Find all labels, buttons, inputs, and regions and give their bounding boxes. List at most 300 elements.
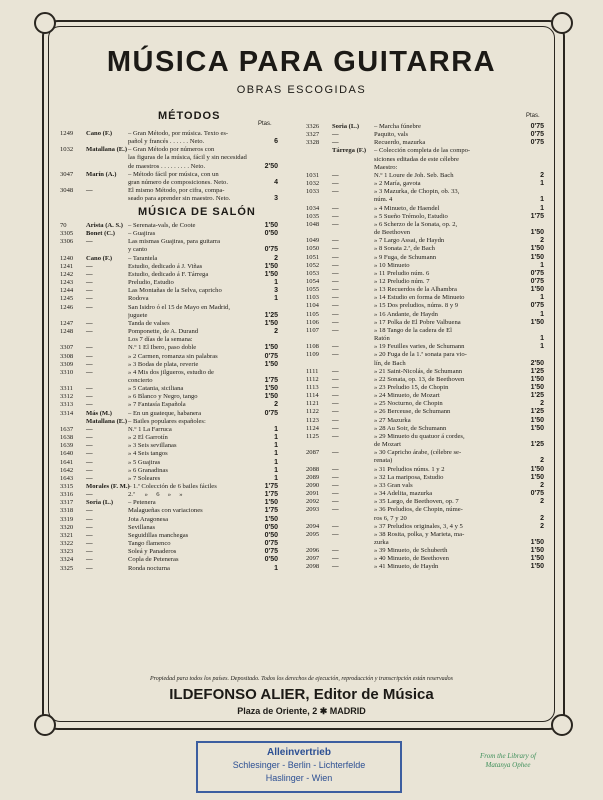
composer-name: — [332,530,339,538]
composer-name: Matallana (E.) [86,417,128,425]
composer-name: — [86,434,93,442]
catalog-entry [306,441,544,449]
price-value: 0'75 [264,246,278,254]
catalog-number: 1247 [60,319,74,327]
work-title: » 28 Au Soir, de Schumann [374,424,447,432]
work-title: » 19 Feuilles varies, de Schumann [374,343,465,351]
catalog-entry [306,392,544,400]
composer-name: — [332,563,339,571]
catalog-number: 1107 [306,326,319,334]
price-value: 1 [540,310,544,318]
catalog-entry [306,123,544,131]
work-title: Paquito, vals [374,131,409,139]
catalog-entry [306,278,544,286]
composer-name: — [332,245,339,253]
composer-name: Soria (L.) [332,123,360,130]
section-title-salon: MÚSICA DE SALÓN [138,206,256,218]
work-title: » 24 Minueto, de Mozart [374,392,440,400]
composer-name: — [332,261,339,269]
catalog-entry [60,312,278,320]
composer-name: Más (M.) [86,409,112,417]
catalog-entry [60,130,278,138]
price-value: 0'75 [530,302,544,310]
price-value: 1'50 [530,473,544,481]
work-title: – 1.ª Colección de 6 bailes fáciles [128,483,217,490]
price-value: 0'75 [530,131,544,139]
catalog-number: 1053 [306,269,320,277]
catalog-entry [60,279,278,287]
composer-name: — [86,368,93,376]
salon-list-left [60,222,278,573]
work-title: Las Montañas de la Selva, capricho [128,287,222,295]
composer-name: — [332,204,339,212]
catalog-entry [60,434,278,442]
work-title: N.º 1 El Ibero, paso doble [128,344,197,352]
work-title: El mismo Método, por cifra, compa- [128,187,225,195]
catalog-number: 1112 [306,375,319,383]
price-value: 1 [274,466,278,474]
catalog-entry [60,187,278,195]
price-value: 1'50 [530,416,544,424]
catalog-entry [306,417,544,425]
price-value: 3 [274,287,278,295]
catalog-entry [60,532,278,540]
composer-name: — [332,310,339,318]
catalog-entry [306,156,544,164]
price-value: 0'75 [530,123,544,130]
work-title: de Beethoven [374,229,411,237]
catalog-entry [60,336,278,344]
catalog-entry [60,230,278,238]
composer-name: — [332,384,339,391]
composer-name: — [86,491,93,499]
work-title: renata) [374,457,393,465]
price-value: 2 [540,498,544,506]
catalog-entry [306,457,544,465]
catalog-entry [306,547,544,555]
catalog-entry [60,410,278,418]
composer-name: Matallana (E.) [86,146,128,154]
work-title: » 9 Fuga, de Schumann [374,253,437,261]
composer-name: — [86,442,93,450]
catalog-entry [60,179,278,187]
work-title: » 32 La mariposa, Estudio [374,473,444,481]
catalog-number: 1103 [306,294,319,302]
composer-name: — [86,287,93,295]
composer-name: — [86,564,93,572]
publisher-address: Plaza de Oriente, 2 ✱ MADRID [237,706,366,716]
catalog-entry [306,368,544,376]
work-title: » 3 Mazurka, de Chopin, ob. 33, [374,188,460,196]
catalog-entry [60,556,278,564]
catalog-entry [60,195,278,203]
catalog-entry [60,565,278,573]
catalog-number: 1035 [306,212,320,220]
work-title: – Serenata-vals, de Coote [128,222,196,229]
work-title: » 26 Berceuse, de Schumann [374,408,451,416]
composer-name: Soria (L.) [86,499,114,507]
catalog-entry [60,295,278,303]
price-value: 1 [274,564,278,572]
catalog-entry [60,304,278,312]
composer-name: — [332,237,339,245]
catalog-number: 1048 [306,220,320,228]
work-title: – Gran Método por números con [128,146,215,154]
price-value: 1'50 [530,465,544,473]
composer-name: — [332,498,339,506]
catalog-number: 3320 [60,523,74,531]
work-title: Rodova [128,295,149,303]
catalog-entry [60,146,278,154]
composer-name: — [332,449,339,457]
composer-name: — [86,344,93,352]
catalog-number: 3314 [60,409,74,417]
catalog-number: 3318 [60,507,74,515]
price-value: 2 [274,401,278,409]
catalog-number: 3310 [60,368,74,376]
price-value: 1'50 [264,319,278,327]
catalog-entry [60,507,278,515]
catalog-entry [60,450,278,458]
composer-name: — [332,555,339,563]
price-value: 1 [540,343,544,351]
work-title: Sevillanas [128,523,156,531]
catalog-number: 1032 [306,180,320,188]
price-value: 2'50 [264,162,278,170]
composer-name: — [332,269,339,277]
catalog-number: 2094 [306,522,320,530]
work-title: » 7 Fantasía Española [128,401,186,409]
library-mark-line: Matanya Ophee [485,761,531,769]
catalog-entry [306,147,544,155]
work-title: de Mozart [374,441,401,449]
price-value: 1'25 [264,311,278,319]
corner-ornament [551,12,573,34]
price-value: 1'50 [530,253,544,261]
stamp-line: Alleinvertrieb [267,747,331,758]
catalog-entry [306,245,544,253]
catalog-entry [306,555,544,563]
catalog-entry [306,515,544,523]
composer-name: — [332,367,339,375]
price-value: 1'50 [264,222,278,229]
catalog-number: 3324 [60,556,74,564]
price-value: 1 [540,204,544,212]
price-value: 1'50 [264,270,278,278]
price-value: 1 [274,434,278,442]
work-title: » 7 Largo Assai, de Haydn [374,237,445,245]
work-title: » 18 Tango de la cadera de El [374,326,452,334]
catalog-number: 1244 [60,287,74,295]
price-value: 1'50 [530,538,544,546]
price-value: 1'50 [264,515,278,523]
work-title: » 41 Minueto, de Haydn [374,563,439,571]
catalog-number: 3307 [60,344,74,352]
work-title: pañol y francés . . . . . . Neto. [128,138,205,146]
work-title: » 27 Mazurka [374,416,411,424]
catalog-entry [306,327,544,335]
composer-name: — [86,425,93,433]
composer-name: — [86,295,93,303]
work-title: – Bailes populares españoles: [128,417,206,425]
work-title: las figuras de la música, fácil y sin necesidad [128,154,247,162]
price-value: 1 [274,458,278,466]
composer-name: — [332,351,339,359]
composer-name: — [332,180,339,188]
catalog-entry [60,369,278,377]
composer-name: — [332,286,339,294]
catalog-entry [60,163,278,171]
catalog-entry [306,360,544,368]
catalog-number: 1639 [60,442,74,450]
catalog-number: 3321 [60,531,74,539]
composer-name: — [332,188,339,196]
catalog-number: 2090 [306,481,320,489]
catalog-entry [306,131,544,139]
price-value: 1'25 [530,367,544,375]
price-value: 6 [274,138,278,146]
composer-name: — [86,474,93,482]
work-title: concierto [128,376,153,384]
catalog-number: 2089 [306,473,320,481]
catalog-entry [60,459,278,467]
work-title: » 23 Preludio 15, de Chopin [374,384,449,391]
work-title: ros 6, 7 y 20 [374,514,407,522]
catalog-entry [306,139,544,147]
composer-name: — [86,548,93,556]
price-value: 1 [274,295,278,303]
composer-name: — [86,466,93,474]
catalog-entry [60,475,278,483]
catalog-entry [60,238,278,246]
work-title: » 25 Nocturno, de Chopin [374,400,443,408]
price-value: 1 [540,180,544,188]
composer-name: — [332,424,339,432]
work-title: gran número de composiciones. Neto. [128,178,228,186]
work-title: Pomponette, de A. Durand [128,328,199,336]
catalog-entry [306,294,544,302]
price-value: 1'50 [530,245,544,253]
composer-name: — [332,220,339,228]
price-value: 1'50 [264,499,278,507]
catalog-number: 1638 [60,434,74,442]
catalog-number: 3312 [60,393,74,401]
catalog-number: 2095 [306,530,320,538]
catalog-number: 1124 [306,424,319,432]
price-value: 1'25 [530,441,544,449]
catalog-number: 3308 [60,352,74,360]
distributor-stamp [196,741,402,793]
catalog-number: 1050 [306,245,320,253]
catalog-entry [306,563,544,571]
price-value: 3 [274,195,278,203]
composer-name: — [86,360,93,368]
catalog-entry [60,361,278,369]
composer-name: — [332,465,339,473]
catalog-entry [306,408,544,416]
library-mark-line: From the Library of [480,752,536,760]
work-title: Jota Aragonesa [128,515,169,523]
work-title: » 34 Adelita, mazurka [374,490,433,498]
publisher-name: ILDEFONSO ALIER, Editor de Música [169,686,434,703]
catalog-entry [306,335,544,343]
catalog-number: 1049 [306,237,320,245]
catalog-entry [306,237,544,245]
catalog-entry [60,222,278,230]
work-title: Los 7 días de la semana: [128,336,193,344]
catalog-number: 1246 [60,303,74,311]
catalog-entry [306,466,544,474]
catalog-entry [306,254,544,262]
price-value: 2 [540,514,544,522]
work-title: » 4 Seis tangos [128,450,168,458]
work-title: » 5 Sueño Trémolo, Estudio [374,212,448,220]
stamp-line: Haslinger - Wien [265,773,333,783]
section-title-metodos: MÉTODOS [158,110,221,122]
work-title: » 2 El Garrotín [128,434,168,442]
catalog-entry [60,499,278,507]
catalog-number: 1245 [60,295,74,303]
catalog-entry [60,271,278,279]
price-value: 0'75 [264,540,278,548]
composer-name: — [332,375,339,383]
catalog-entry [306,180,544,188]
library-mark [448,752,568,770]
price-value: 1'50 [530,375,544,383]
price-value: 1 [274,279,278,287]
price-value: 0'75 [264,409,278,417]
work-title: » 33 Gran vals [374,481,413,489]
composer-name: — [86,238,93,246]
catalog-number: 2098 [306,563,320,571]
catalog-number: 1643 [60,474,74,482]
catalog-entry [306,539,544,547]
price-value: 0'75 [264,548,278,556]
price-value: 4 [274,178,278,186]
composer-name: — [86,450,93,458]
catalog-number: 1113 [306,384,319,391]
catalog-number: 2091 [306,490,320,498]
composer-name: — [332,212,339,220]
price-value: 1 [540,294,544,302]
catalog-number: 3313 [60,401,74,409]
work-title: Estudio, dedicado á J. Viñas [128,262,203,270]
price-value: 1'50 [264,344,278,352]
catalog-number: 1032 [60,146,74,154]
catalog-entry [306,474,544,482]
work-title: N.º 1 Loure de Joh. Seb. Bach [374,171,454,179]
catalog-entry [60,467,278,475]
catalog-entry [306,523,544,531]
composer-name: — [332,302,339,310]
work-title: » 30 Capricho árabe, (célebre se- [374,449,462,457]
price-value: 0'75 [530,269,544,277]
catalog-entry [306,376,544,384]
composer-name: — [86,515,93,523]
price-column-label: Ptas. [258,121,272,127]
work-title: » 4 Mis dos jilgueros, estudio de [128,368,214,376]
catalog-number: 1240 [60,254,74,262]
work-title: – Método fácil por música, con un [128,170,219,178]
catalog-number: 3317 [60,499,74,507]
catalog-number: 1031 [306,171,320,179]
work-title: » 12 Preludio núm. 7 [374,277,430,285]
catalog-entry [306,311,544,319]
composer-name: — [86,279,93,287]
catalog-number: 3322 [60,540,74,548]
price-value: 1'25 [530,392,544,400]
catalog-entry [60,154,278,162]
price-value: 1'50 [530,563,544,571]
catalog-number: 1241 [60,262,74,270]
work-title: » 10 Minueto [374,261,410,269]
price-value: 0'50 [264,523,278,531]
work-title: – Gran Método, por música. Texto es- [128,130,229,137]
work-title: » 6 Granadinas [128,466,168,474]
price-value: 1'50 [530,286,544,294]
catalog-number: 3325 [60,564,74,572]
catalog-entry [60,491,278,499]
work-title: Estudio, dedicado á F. Tárrega [128,270,209,278]
work-title: lín, de Bach [374,359,406,367]
composer-name: — [86,556,93,564]
price-value: 1'50 [264,360,278,368]
catalog-entry [306,229,544,237]
catalog-number: 1249 [60,130,74,137]
price-value: 1 [540,335,544,343]
salon-list-right [306,123,544,572]
work-title: » 6 Blanco y Negro, tango [128,393,198,401]
composer-name: Tárrega (F.) [332,147,367,155]
composer-name: — [332,481,339,489]
catalog-entry [306,433,544,441]
catalog-entry [306,384,544,392]
work-title: y canto [128,246,148,254]
catalog-entry [60,393,278,401]
catalog-number: 1125 [306,432,319,440]
catalog-number: 3305 [60,230,74,238]
catalog-entry [306,164,544,172]
corner-ornament [34,714,56,736]
catalog-number: 3309 [60,360,74,368]
composer-name: — [86,523,93,531]
work-title: zurka [374,538,389,546]
composer-name: — [86,319,93,327]
work-title: » 38 Rosita, polka, y Marieta, ma- [374,530,465,538]
metodos-list [60,130,278,203]
work-title: Las mismas Guajiras, para guitarra [128,238,221,246]
composer-name: — [332,522,339,530]
composer-name: — [332,294,339,302]
catalog-number: 2093 [306,506,320,514]
work-title: » 40 Minueto, de Beethoven [374,555,449,563]
composer-name: — [332,171,339,179]
price-column-label-right: Ptas. [526,113,540,119]
catalog-entry [60,246,278,254]
catalog-number: 2096 [306,547,320,555]
composer-name: — [86,328,93,336]
catalog-entry [306,343,544,351]
catalog-entry [306,221,544,229]
work-title: – Tarantela [128,254,158,262]
catalog-entry [60,483,278,491]
price-value: 1'75 [264,507,278,515]
composer-name: — [332,408,339,416]
work-title: » 22 Sonata, op. 13, de Beethoven [374,375,465,383]
price-value: 1 [540,196,544,204]
catalog-entry [60,171,278,179]
catalog-number: 3319 [60,515,74,523]
